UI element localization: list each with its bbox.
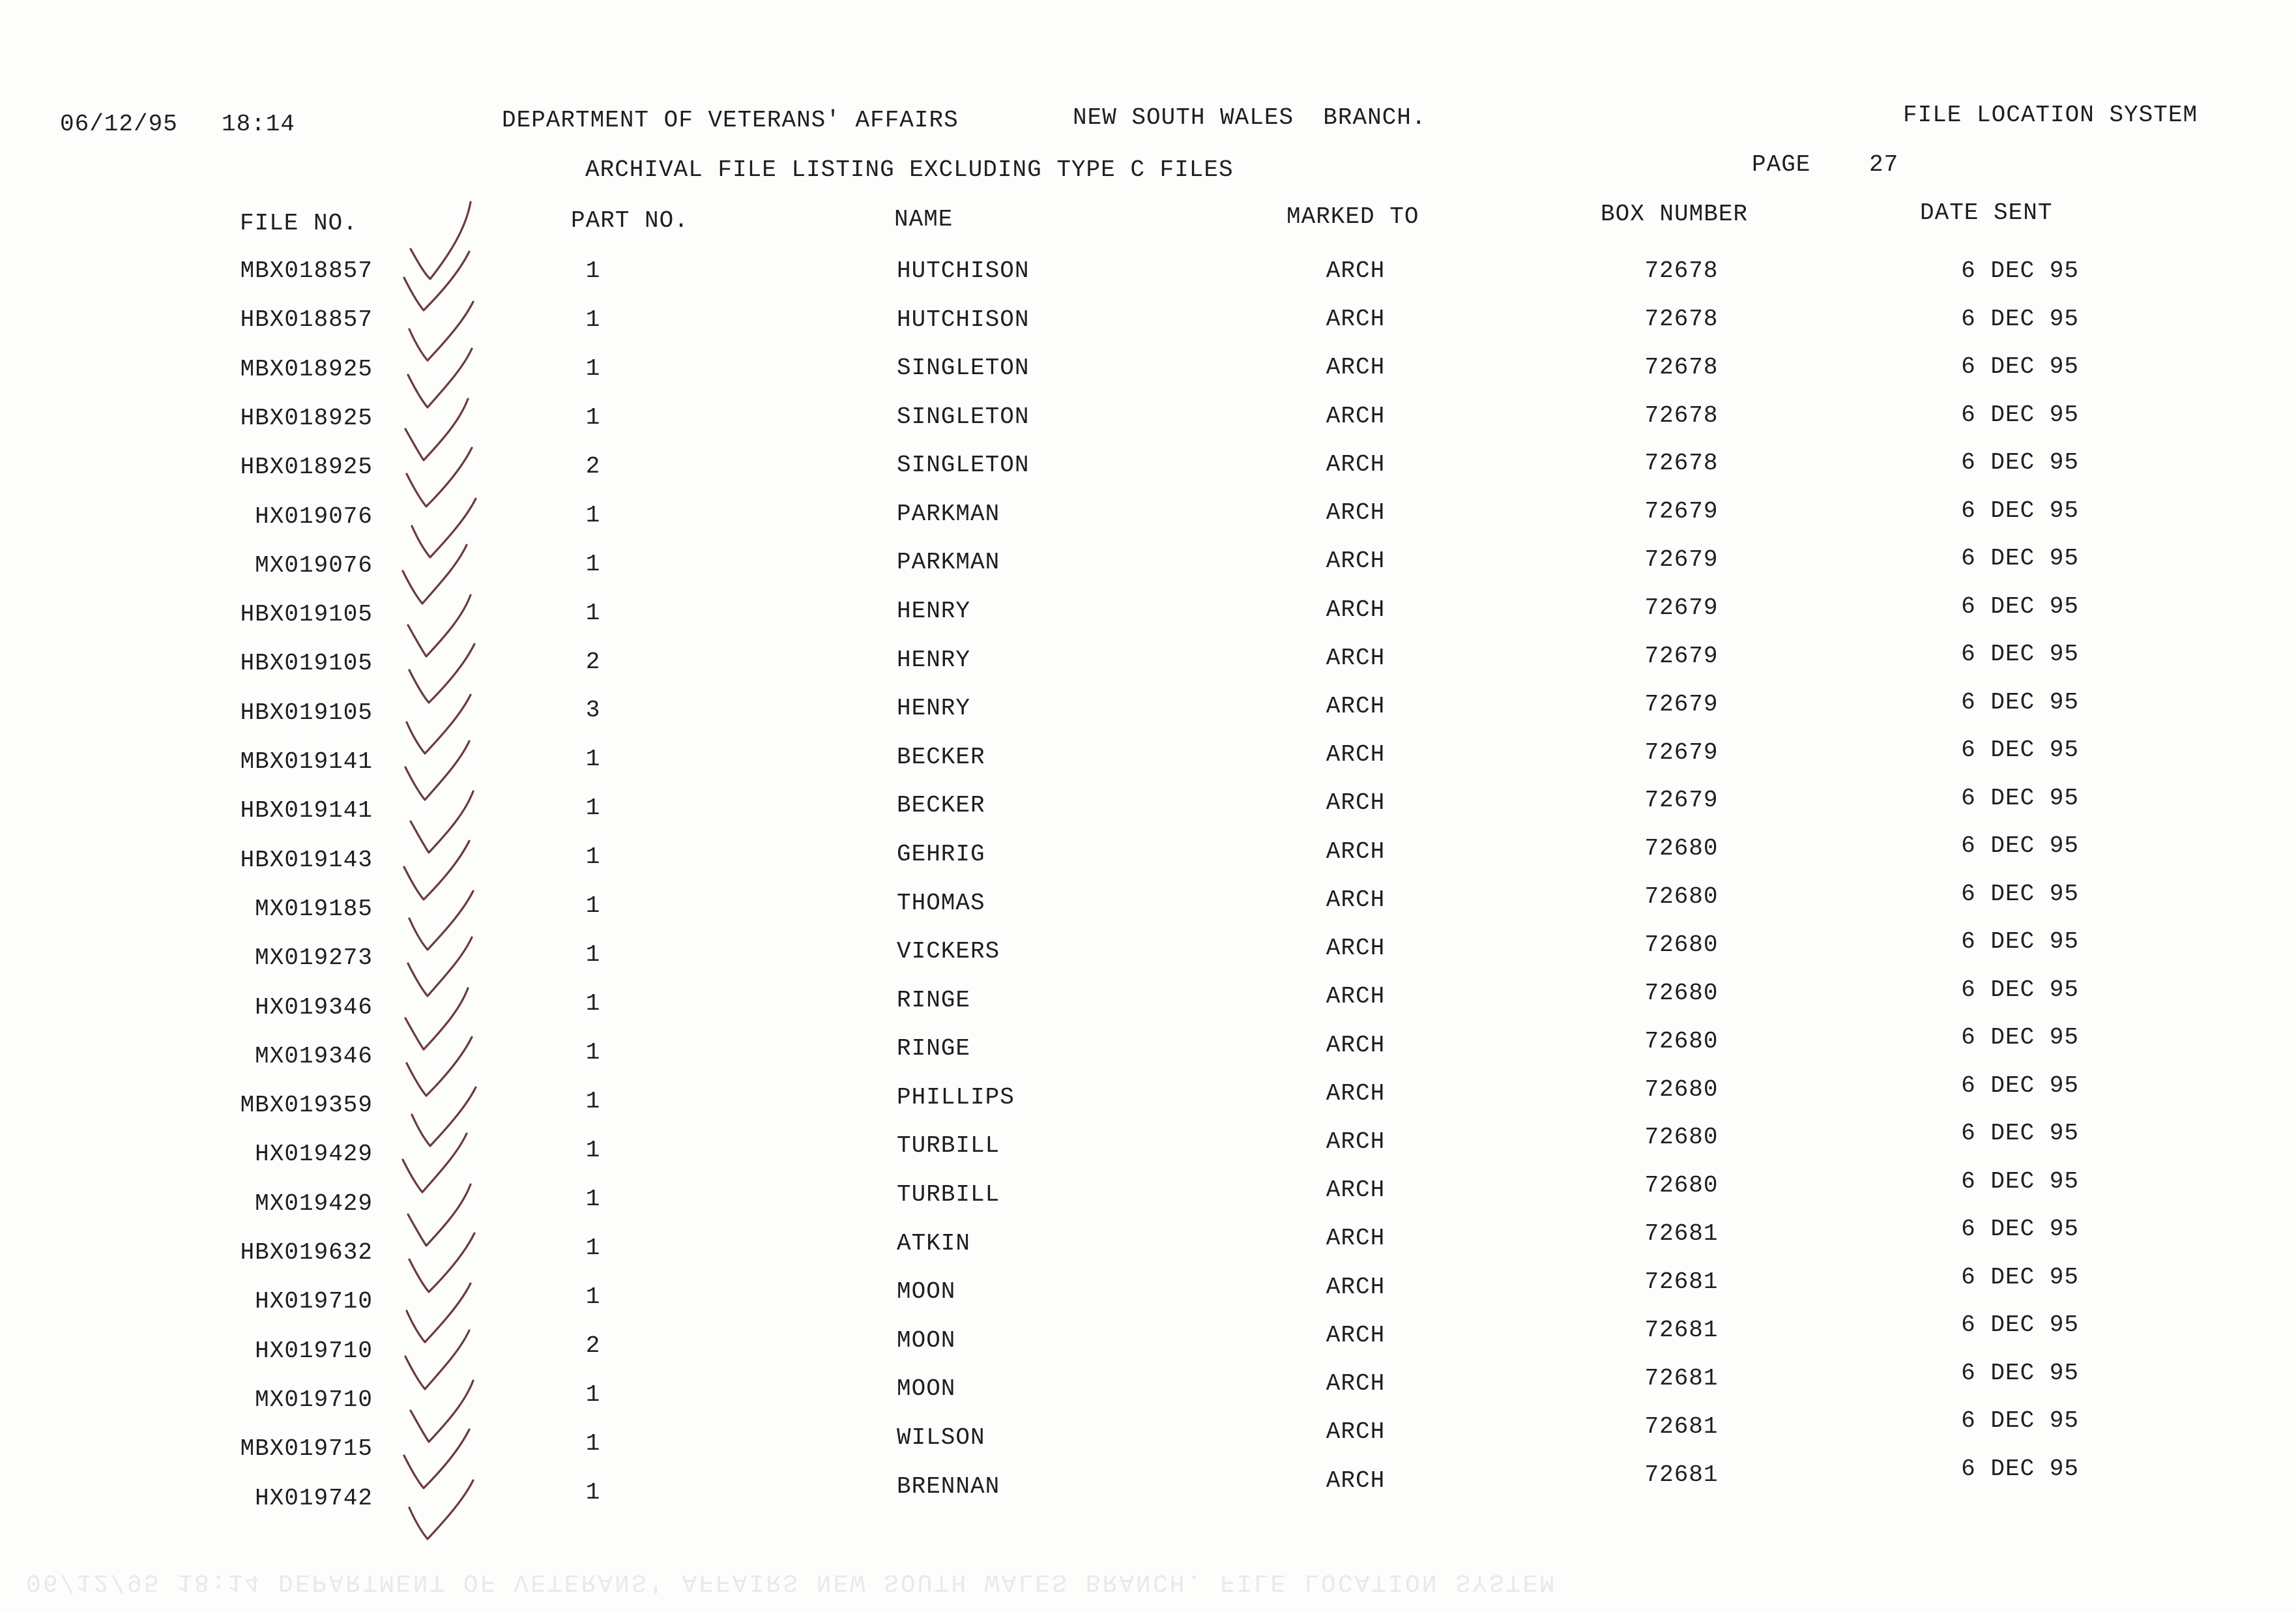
name-cell: THOMAS <box>897 889 985 916</box>
part-no-cell: 1 <box>585 746 601 773</box>
date-sent-cell: 6 DEC 95 <box>1961 1216 2079 1242</box>
box-number-cell: 72681 <box>1644 1316 1719 1343</box>
file-no-cell: MBX019359 <box>240 1092 373 1119</box>
date-sent-cell: 6 DEC 95 <box>1961 1455 2079 1482</box>
box-number-cell: 72680 <box>1644 1076 1719 1103</box>
box-number-cell: 72678 <box>1644 402 1719 429</box>
date-sent-cell: 6 DEC 95 <box>1961 880 2079 907</box>
col-header-date-sent: DATE SENT <box>1920 199 2053 226</box>
box-number-cell: 72681 <box>1644 1461 1719 1488</box>
box-number-cell: 72681 <box>1644 1268 1719 1296</box>
name-cell: RINGE <box>897 1035 971 1062</box>
part-no-cell: 1 <box>585 1381 601 1408</box>
marked-to-cell: ARCH <box>1326 1079 1386 1107</box>
box-number-cell: 72680 <box>1644 835 1719 862</box>
date-sent-cell: 6 DEC 95 <box>1961 737 2079 763</box>
date-sent-cell: 6 DEC 95 <box>1961 928 2079 955</box>
file-no-cell: MX019273 <box>255 945 373 972</box>
name-cell: PARKMAN <box>897 549 1000 576</box>
part-no-cell: 1 <box>585 1087 601 1115</box>
col-header-box-number: BOX NUMBER <box>1601 201 1749 227</box>
col-header-part-no: PART NO. <box>571 207 689 234</box>
date-sent-cell: 6 DEC 95 <box>1961 688 2079 716</box>
marked-to-cell: ARCH <box>1326 306 1386 333</box>
marked-to-cell: ARCH <box>1326 499 1386 527</box>
file-no-cell: HBX018857 <box>240 306 373 334</box>
file-no-cell: HX019710 <box>255 1288 373 1315</box>
date-sent-cell: 6 DEC 95 <box>1961 305 2079 332</box>
name-cell: ATKIN <box>897 1229 971 1257</box>
part-no-cell: 1 <box>585 599 601 626</box>
file-no-cell: MX019710 <box>255 1386 373 1413</box>
part-no-cell: 1 <box>585 550 601 578</box>
file-no-cell: HBX018925 <box>240 454 373 481</box>
date-sent-cell: 6 DEC 95 <box>1961 1120 2079 1147</box>
page-label: PAGE <box>1752 151 1811 178</box>
file-no-cell: MX019429 <box>255 1190 373 1217</box>
file-no-cell: MBX018925 <box>240 355 373 383</box>
department-name: DEPARTMENT OF VETERANS' AFFAIRS <box>502 107 959 134</box>
file-no-cell: HBX018925 <box>240 404 373 432</box>
name-cell: GEHRIG <box>897 840 985 868</box>
col-header-marked-to: MARKED TO <box>1286 203 1419 230</box>
name-cell: MOON <box>897 1326 956 1354</box>
file-no-cell: HBX019105 <box>240 650 373 677</box>
date-sent-cell: 6 DEC 95 <box>1961 976 2079 1003</box>
box-number-cell: 72678 <box>1644 305 1719 332</box>
marked-to-cell: ARCH <box>1326 1467 1386 1494</box>
part-no-cell: 2 <box>585 648 601 675</box>
col-header-file-no: FILE NO. <box>240 210 358 237</box>
date-sent-cell: 6 DEC 95 <box>1961 257 2079 284</box>
report-date: 06/12/95 <box>60 111 178 138</box>
box-number-cell: 72678 <box>1644 257 1719 284</box>
box-number-cell: 72679 <box>1644 787 1719 814</box>
marked-to-cell: ARCH <box>1326 450 1386 478</box>
part-no-cell: 1 <box>585 843 601 871</box>
part-no-cell: 1 <box>585 355 601 382</box>
date-sent-cell: 6 DEC 95 <box>1961 1312 2079 1338</box>
part-no-cell: 1 <box>585 892 601 920</box>
bleed-through-text: 06/12/95 18:14 DEPARTMENT OF VETERANS' AFFAIRS NEW SOUTH WALES BRANCH. FILE LOCATION SYSTEM <box>26 1568 1557 1596</box>
name-cell: PARKMAN <box>897 500 1000 527</box>
marked-to-cell: ARCH <box>1326 741 1386 769</box>
date-sent-cell: 6 DEC 95 <box>1961 1263 2079 1291</box>
file-no-cell: MX019185 <box>255 895 373 922</box>
name-cell: VICKERS <box>897 938 1000 965</box>
file-no-cell: HX019429 <box>255 1141 373 1168</box>
box-number-cell: 72679 <box>1644 546 1719 574</box>
box-number-cell: 72680 <box>1644 883 1719 911</box>
check-mark-icon <box>387 1440 504 1544</box>
report-subtitle: ARCHIVAL FILE LISTING EXCLUDING TYPE C FILES <box>585 156 1234 183</box>
name-cell: WILSON <box>897 1424 985 1451</box>
name-cell: HENRY <box>897 598 971 625</box>
box-number-cell: 72680 <box>1644 1124 1719 1151</box>
box-number-cell: 72679 <box>1644 498 1719 525</box>
file-no-cell: MBX019141 <box>240 748 373 775</box>
marked-to-cell: ARCH <box>1326 983 1386 1010</box>
name-cell: SINGLETON <box>897 403 1030 430</box>
date-sent-cell: 6 DEC 95 <box>1961 784 2079 812</box>
col-header-name: NAME <box>894 206 953 233</box>
part-no-cell: 1 <box>585 306 601 333</box>
box-number-cell: 72679 <box>1644 594 1719 622</box>
name-cell: MOON <box>897 1278 956 1306</box>
date-sent-cell: 6 DEC 95 <box>1961 593 2079 620</box>
marked-to-cell: ARCH <box>1326 838 1386 865</box>
box-number-cell: 72680 <box>1644 931 1719 959</box>
name-cell: BECKER <box>897 743 985 770</box>
part-no-cell: 1 <box>585 795 601 822</box>
marked-to-cell: ARCH <box>1326 1031 1386 1059</box>
marked-to-cell: ARCH <box>1326 354 1386 381</box>
part-no-cell: 1 <box>585 403 601 431</box>
box-number-cell: 72679 <box>1644 690 1719 718</box>
part-no-cell: 1 <box>585 1429 601 1457</box>
marked-to-cell: ARCH <box>1326 257 1386 284</box>
file-no-cell: HBX019105 <box>240 601 373 628</box>
part-no-cell: 1 <box>585 1234 601 1261</box>
part-no-cell: 1 <box>585 1283 601 1310</box>
part-no-cell: 1 <box>585 501 601 529</box>
marked-to-cell: ARCH <box>1326 886 1386 913</box>
part-no-cell: 1 <box>585 1136 601 1164</box>
report-time: 18:14 <box>222 111 296 138</box>
file-no-cell: HBX019632 <box>240 1239 373 1266</box>
marked-to-cell: ARCH <box>1326 596 1386 623</box>
date-sent-cell: 6 DEC 95 <box>1961 401 2079 428</box>
date-sent-cell: 6 DEC 95 <box>1961 641 2079 667</box>
name-cell: HUTCHISON <box>897 306 1030 333</box>
name-cell: TURBILL <box>897 1181 1000 1209</box>
box-number-cell: 72678 <box>1644 353 1719 381</box>
box-number-cell: 72680 <box>1644 1027 1719 1055</box>
date-sent-cell: 6 DEC 95 <box>1961 1407 2079 1434</box>
box-number-cell: 72681 <box>1644 1364 1719 1392</box>
box-number-cell: 72679 <box>1644 642 1719 669</box>
box-number-cell: 72681 <box>1644 1413 1719 1440</box>
name-cell: HUTCHISON <box>897 257 1030 284</box>
file-no-cell: HX019742 <box>255 1484 373 1512</box>
part-no-cell: 1 <box>585 1478 601 1506</box>
name-cell: SINGLETON <box>897 452 1030 479</box>
marked-to-cell: ARCH <box>1326 548 1386 575</box>
box-number-cell: 72680 <box>1644 979 1719 1006</box>
page-number: 27 <box>1869 151 1899 178</box>
part-no-cell: 3 <box>585 697 601 724</box>
marked-to-cell: ARCH <box>1326 1225 1386 1252</box>
file-no-cell: HBX019105 <box>240 699 373 726</box>
date-sent-cell: 6 DEC 95 <box>1961 497 2079 524</box>
marked-to-cell: ARCH <box>1326 1418 1386 1446</box>
name-cell: SINGLETON <box>897 355 1030 382</box>
box-number-cell: 72678 <box>1644 450 1719 477</box>
date-sent-cell: 6 DEC 95 <box>1961 832 2079 859</box>
marked-to-cell: ARCH <box>1326 1273 1386 1300</box>
marked-to-cell: ARCH <box>1326 789 1386 817</box>
date-sent-cell: 6 DEC 95 <box>1961 545 2079 572</box>
marked-to-cell: ARCH <box>1326 935 1386 962</box>
branch-name: NEW SOUTH WALES BRANCH. <box>1073 104 1427 131</box>
file-no-cell: HBX019141 <box>240 797 373 825</box>
part-no-cell: 1 <box>585 1039 601 1066</box>
date-sent-cell: 6 DEC 95 <box>1961 1167 2079 1195</box>
marked-to-cell: ARCH <box>1326 1370 1386 1398</box>
date-sent-cell: 6 DEC 95 <box>1961 1072 2079 1099</box>
marked-to-cell: ARCH <box>1326 1177 1386 1204</box>
file-no-cell: HX019076 <box>255 503 373 530</box>
name-cell: MOON <box>897 1375 956 1403</box>
date-sent-cell: 6 DEC 95 <box>1961 449 2079 476</box>
name-cell: BECKER <box>897 792 985 819</box>
name-cell: RINGE <box>897 986 971 1014</box>
part-no-cell: 1 <box>585 941 601 969</box>
file-no-cell: MBX018857 <box>240 257 373 284</box>
box-number-cell: 72679 <box>1644 739 1719 766</box>
part-no-cell: 2 <box>585 1332 601 1359</box>
file-no-cell: HBX019143 <box>240 846 373 873</box>
name-cell: BRENNAN <box>897 1473 1000 1500</box>
date-sent-cell: 6 DEC 95 <box>1961 353 2079 380</box>
system-name: FILE LOCATION SYSTEM <box>1903 102 2198 128</box>
marked-to-cell: ARCH <box>1326 1321 1386 1349</box>
marked-to-cell: ARCH <box>1326 692 1386 720</box>
file-no-cell: MBX019715 <box>240 1435 373 1463</box>
name-cell: PHILLIPS <box>897 1083 1015 1111</box>
file-no-cell: HX019346 <box>255 993 373 1021</box>
marked-to-cell: ARCH <box>1326 402 1386 430</box>
name-cell: TURBILL <box>897 1132 1000 1160</box>
date-sent-cell: 6 DEC 95 <box>1961 1024 2079 1051</box>
box-number-cell: 72681 <box>1644 1220 1719 1248</box>
marked-to-cell: ARCH <box>1326 1128 1386 1155</box>
file-no-cell: HX019710 <box>255 1337 373 1364</box>
date-sent-cell: 6 DEC 95 <box>1961 1359 2079 1386</box>
marked-to-cell: ARCH <box>1326 644 1386 671</box>
part-no-cell: 1 <box>585 1185 601 1212</box>
part-no-cell: 1 <box>585 990 601 1018</box>
part-no-cell: 2 <box>585 452 601 480</box>
name-cell: HENRY <box>897 646 971 673</box>
name-cell: HENRY <box>897 695 971 722</box>
file-no-cell: MX019346 <box>255 1042 373 1070</box>
box-number-cell: 72680 <box>1644 1172 1719 1199</box>
file-no-cell: MX019076 <box>255 551 373 579</box>
part-no-cell: 1 <box>585 257 601 284</box>
